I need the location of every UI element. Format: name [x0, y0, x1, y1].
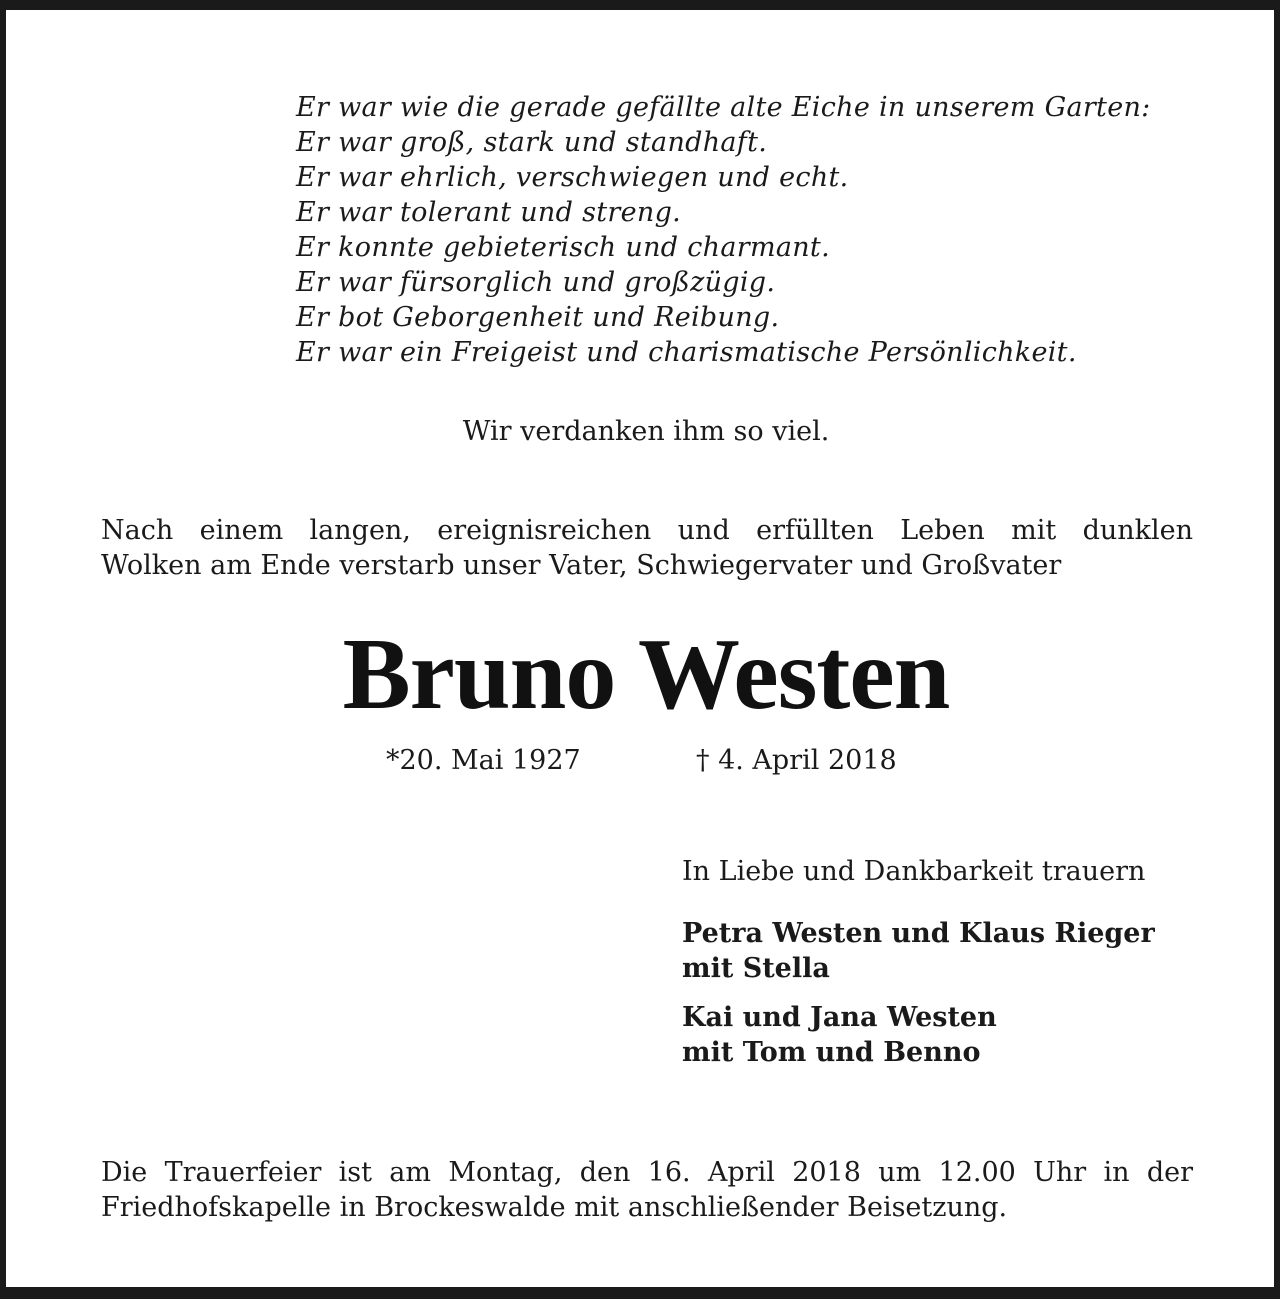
poem-line: Er bot Geborgenheit und Reibung.: [296, 302, 780, 333]
service-paragraph: [101, 1155, 1193, 1225]
poem-line: Er war ehrlich, verschwiegen und echt.: [296, 162, 849, 193]
intro-line: Nach einem langen, ereignisreichen und erfüllten Leben mit dunklen: [101, 515, 1193, 546]
mourner-names: Kai und Jana Westen: [682, 1002, 997, 1033]
birth-date: *20. Mai 1927: [386, 745, 581, 776]
mourner-children: mit Tom und Benno: [682, 1037, 981, 1068]
death-date: † 4. April 2018: [696, 745, 897, 776]
mourner-family: [682, 1000, 997, 1070]
deceased-name: Bruno Westen: [342, 618, 950, 731]
mourner-names: Petra Westen und Klaus Rieger: [682, 918, 1155, 949]
service-line: Friedhofskapelle in Brockeswalde mit anschließender Beisetzung.: [101, 1192, 1008, 1223]
intro-paragraph: [101, 513, 1193, 583]
poem-line: Er war fürsorglich und großzügig.: [296, 267, 776, 298]
thanks-line: Wir verdanken ihm so viel.: [462, 416, 830, 447]
intro-line: Wolken am Ende verstarb unser Vater, Schwiegervater und Großvater: [101, 550, 1062, 581]
mourner-children: mit Stella: [682, 953, 830, 984]
poem-line: Er war groß, stark und standhaft.: [296, 127, 768, 158]
mourners-heading: In Liebe und Dankbarkeit trauern: [682, 856, 1146, 887]
poem-line: Er war tolerant und streng.: [296, 197, 682, 228]
poem-line: Er war wie die gerade gefällte alte Eiche in unserem Garten:: [296, 92, 1151, 123]
poem-line: Er konnte gebieterisch und charmant.: [296, 232, 830, 263]
poem-line: Er war ein Freigeist und charismatische Persönlichkeit.: [296, 337, 1077, 368]
mourner-family: [682, 916, 1155, 986]
poem: [296, 90, 1216, 370]
service-line: Die Trauerfeier ist am Montag, den 16. April 2018 um 12.00 Uhr in der: [101, 1157, 1193, 1188]
